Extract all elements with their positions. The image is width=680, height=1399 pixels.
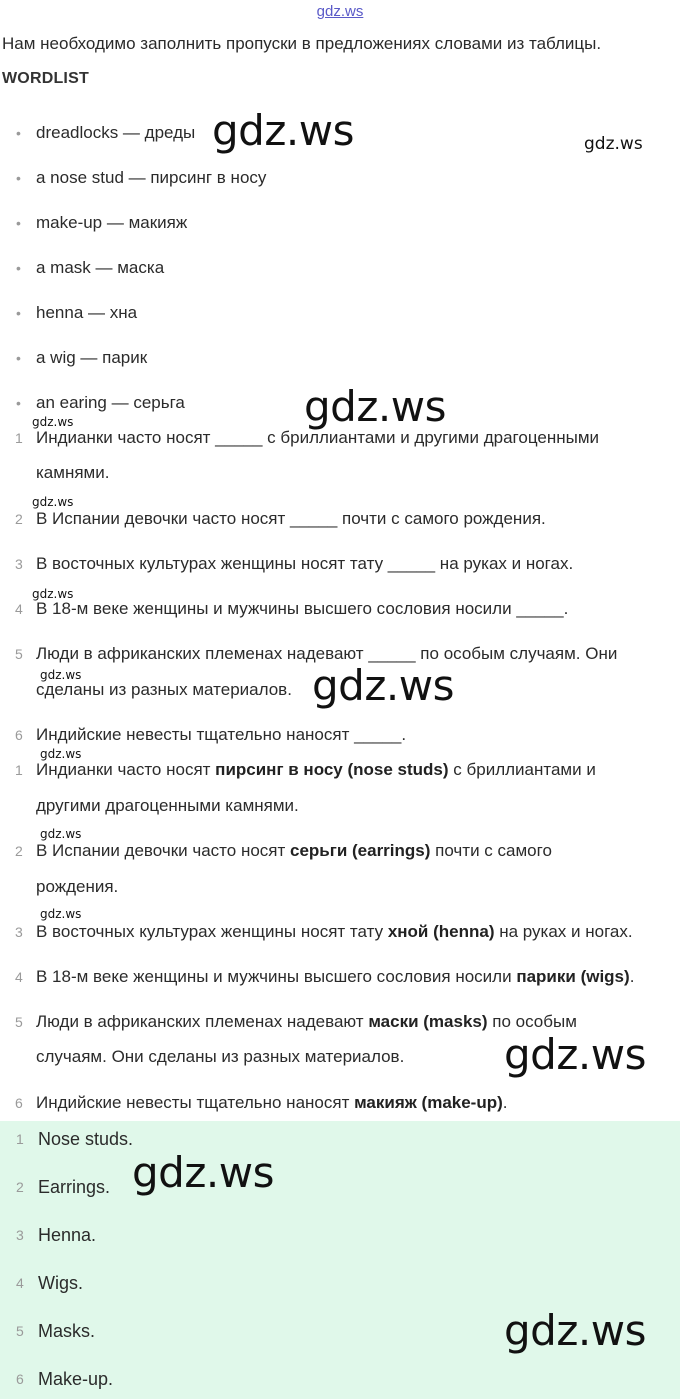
watermark: gdz.ws <box>40 907 82 921</box>
task-line: Индианки часто носят _____ с бриллиантами и другими драгоценными <box>36 428 600 447</box>
answer-item: Henna. <box>38 1225 97 1245</box>
item-number: 1 <box>15 762 23 778</box>
watermark: gdz.ws <box>40 747 82 761</box>
filled-line: В Испании девочки часто носят серьги (earrings) почти с самого <box>36 841 552 860</box>
filled-line: Люди в африканских племенах надевают маски (masks) по особым <box>36 1012 577 1031</box>
list-bullet: • <box>16 215 21 231</box>
watermark: gdz.ws <box>504 1306 646 1355</box>
task-line: сделаны из разных материалов. <box>36 680 292 699</box>
item-number: 4 <box>15 601 23 617</box>
answer-highlight: серьги (earrings) <box>290 841 431 860</box>
item-number: 5 <box>15 1014 23 1030</box>
wordlist-item: make-up — макияж <box>36 213 188 232</box>
filled-line: рождения. <box>36 877 119 896</box>
task-line: Индийские невесты тщательно наносят _____. <box>36 725 407 744</box>
answer-item: Masks. <box>38 1321 96 1341</box>
watermark: gdz.ws <box>32 415 74 429</box>
list-bullet: • <box>16 125 21 141</box>
watermark: gdz.ws <box>304 382 446 431</box>
wordlist-item: a wig — парик <box>36 348 148 367</box>
task-line: В Испании девочки часто носят _____ почти с самого рождения. <box>36 509 546 528</box>
item-number: 6 <box>15 727 23 743</box>
wordlist-item: henna — хна <box>36 303 138 322</box>
task-intro: Нам необходимо заполнить пропуски в предложениях словами из таблицы. <box>2 34 602 53</box>
watermark: gdz.ws <box>40 827 82 841</box>
item-number: 3 <box>16 1227 24 1243</box>
answer-item: Earrings. <box>38 1177 111 1197</box>
wordlist-item: a nose stud — пирсинг в носу <box>36 168 267 187</box>
watermark: gdz.ws <box>312 661 454 710</box>
answer-highlight: маски (masks) <box>368 1012 488 1031</box>
item-number: 5 <box>16 1323 24 1339</box>
watermark: gdz.ws <box>584 134 643 154</box>
item-number: 5 <box>15 646 23 662</box>
filled-line: другими драгоценными камнями. <box>36 796 299 815</box>
answer-item: Wigs. <box>38 1273 83 1293</box>
item-number: 6 <box>15 1095 23 1111</box>
watermark: gdz.ws <box>32 587 74 601</box>
answer-highlight: макияж (make-up) <box>354 1093 503 1112</box>
list-bullet: • <box>16 305 21 321</box>
filled-line: случаям. Они сделаны из разных материалов. <box>36 1047 405 1066</box>
site-link[interactable]: gdz.ws <box>316 3 364 20</box>
filled-line: Индианки часто носят пирсинг в носу (nose studs) с бриллиантами и <box>36 760 596 779</box>
item-number: 1 <box>15 430 23 446</box>
list-bullet: • <box>16 170 21 186</box>
item-number: 2 <box>15 511 23 527</box>
watermark: gdz.ws <box>32 495 74 509</box>
answer-item: Make-up. <box>38 1369 114 1389</box>
item-number: 2 <box>15 843 23 859</box>
watermark: gdz.ws <box>40 668 82 682</box>
task-line: камнями. <box>36 463 110 482</box>
wordlist-heading: WORDLIST <box>2 70 89 87</box>
answer-highlight: хной (henna) <box>387 922 495 941</box>
list-bullet: • <box>16 260 21 276</box>
item-number: 2 <box>16 1179 24 1195</box>
filled-line: В восточных культурах женщины носят тату хной (henna) на руках и ногах. <box>36 922 633 941</box>
wordlist-item: dreadlocks — дреды <box>36 123 196 142</box>
watermark: gdz.ws <box>212 106 354 155</box>
wordlist-item: a mask — маска <box>36 258 165 277</box>
task-line: Люди в африканских племенах надевают _____ по особым случаям. Они <box>36 644 618 663</box>
answer-highlight: пирсинг в носу (nose studs) <box>215 760 449 779</box>
watermark: gdz.ws <box>504 1030 646 1079</box>
list-bullet: • <box>16 350 21 366</box>
watermark: gdz.ws <box>132 1148 274 1197</box>
task-line: В 18-м веке женщины и мужчины высшего сословия носили _____. <box>36 599 569 618</box>
wordlist-item: an earing — серьга <box>36 393 185 412</box>
item-number: 1 <box>16 1131 24 1147</box>
task-line: В восточных культурах женщины носят тату _____ на руках и ногах. <box>36 554 574 573</box>
filled-line: В 18-м веке женщины и мужчины высшего сословия носили парики (wigs). <box>36 967 635 986</box>
list-bullet: • <box>16 395 21 411</box>
item-number: 4 <box>15 969 23 985</box>
item-number: 4 <box>16 1275 24 1291</box>
item-number: 6 <box>16 1371 24 1387</box>
item-number: 3 <box>15 924 23 940</box>
item-number: 3 <box>15 556 23 572</box>
filled-line: Индийские невесты тщательно наносят макияж (make-up). <box>36 1093 508 1112</box>
answers-panel <box>0 1121 680 1399</box>
answer-highlight: парики (wigs) <box>516 967 630 986</box>
answer-item: Nose studs. <box>38 1129 134 1149</box>
